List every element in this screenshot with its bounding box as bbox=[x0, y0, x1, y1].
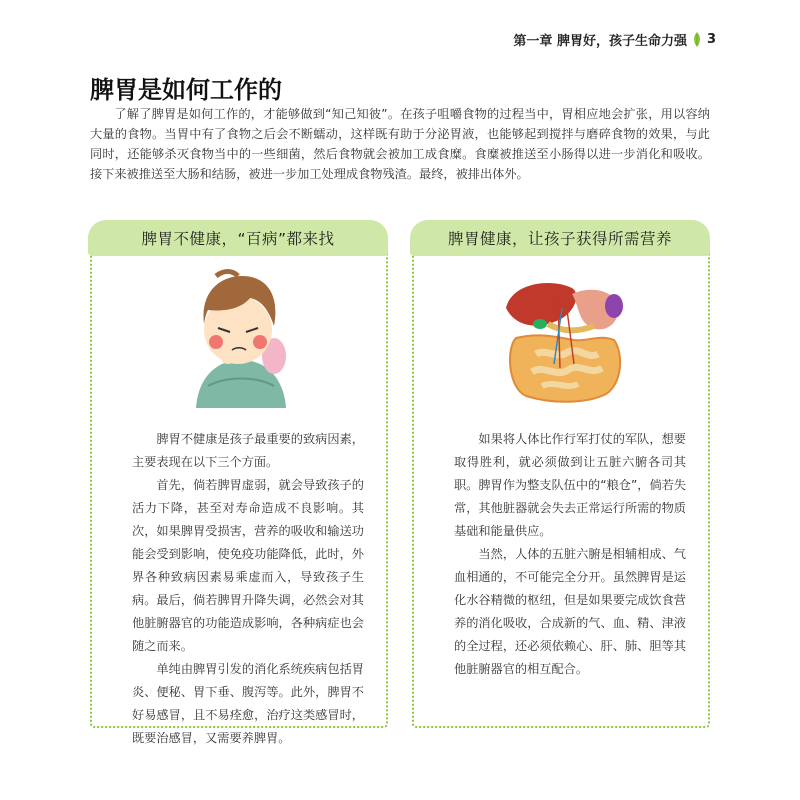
card-body bbox=[454, 428, 686, 681]
card-healthy bbox=[410, 218, 710, 728]
section-title: 脾胃是如何工作的 bbox=[90, 76, 282, 104]
card-paragraph: 当然，人体的五脏六腑是相辅相成、气血相通的，不可能完全分开。虽然脾胃是运化水谷精微的枢纽，但是如果要完成饮食营养的消化吸收，合成新的气、血、精、津液的全过程，还必须依赖心、肝、肺、胆等其他脏腑器官的相互配合。 bbox=[454, 547, 686, 676]
card-heading: 脾胃不健康，“百病”都来找 bbox=[141, 230, 335, 248]
card-header bbox=[88, 220, 388, 256]
digestive-organs-illustration bbox=[502, 268, 632, 408]
card-header bbox=[410, 220, 710, 256]
card-unhealthy bbox=[88, 218, 388, 745]
card-paragraph: 首先，倘若脾胃虚弱，就会导致孩子的活力下降，甚至对寿命造成不良影响。其次，如果脾胃受损害，营养的吸收和输送功能会受到影响，使免疫功能降低，此时，外界各种致病因素易乘虚而入，导致孩子生病。最后，倘若脾胃升降失调，必然会对其他脏腑器官的功能造成影响，各种病症也会随之而来。 bbox=[132, 478, 364, 653]
intro-paragraph: 了解了脾胃是如何工作的，才能够做到“知己知彼”。在孩子咀嚼食物的过程当中，胃相应地会扩张，用以容纳大量的食物。当胃中有了食物之后会不断蠕动，这样既有助于分泌胃液，也能够起到搅拌与磨碎食物的效果，与此同时，还能够杀灭食物当中的一些细菌，然后食物就会被加工成食糜。食糜被推送至小肠得以进一步消化和吸收。接下来被推送至大肠和结肠，被进一步加工处理成食物残渣。最终，被排出体外。 bbox=[90, 107, 710, 181]
leaf-icon bbox=[693, 32, 701, 47]
card-paragraph: 脾胃不健康是孩子最重要的致病因素，主要表现在以下三个方面。 bbox=[132, 432, 364, 469]
card-paragraph: 如果将人体比作行军打仗的军队，想要取得胜利，就必须做到让五脏六腑各司其职。脾胃作为整支队伍中的“粮仓”，倘若失常，其他脏器就会失去正常运行所需的物质基础和能量供应。 bbox=[454, 432, 687, 538]
card-paragraph: 单纯由脾胃引发的消化系统疾病包括胃炎、便秘、胃下垂、腹泻等。此外，脾胃不好易感冒，且不易痊愈，治疗这类感冒时，既要治感冒，又需要养脾胃。 bbox=[132, 662, 364, 745]
chapter-title: 第一章 脾胃好，孩子生命力强 bbox=[513, 34, 687, 49]
page-number: 3 bbox=[706, 32, 716, 47]
sick-child-illustration bbox=[186, 268, 296, 408]
card-heading: 脾胃健康，让孩子获得所需营养 bbox=[447, 230, 672, 248]
card-body bbox=[132, 428, 364, 750]
running-header bbox=[513, 30, 716, 49]
